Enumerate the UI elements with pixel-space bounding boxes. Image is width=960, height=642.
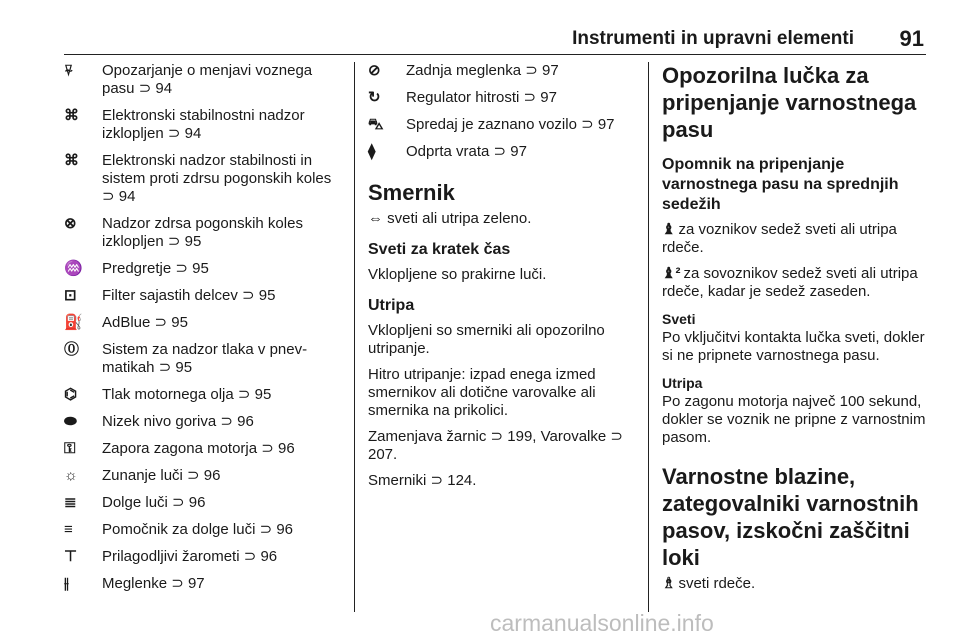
item-text: Nadzor zdrsa pogonskih koles izklopljen ⊃ 95 <box>102 215 303 250</box>
subheading: Opomnik na pripenjanje varnostnega pasu na sprednjih sedežih <box>662 156 899 213</box>
list-item <box>64 494 342 512</box>
column-3 <box>662 62 930 601</box>
list-item <box>368 143 634 161</box>
item-text: Elektronski stabilnostni nadzor izklopljen ⊃ 94 <box>102 107 305 142</box>
item-text: Filter sajastih delcev ⊃ 95 <box>102 287 276 304</box>
subheading: Sveti <box>662 311 696 327</box>
item-text: Prilagodljivi žarometi ⊃ 96 <box>102 548 278 565</box>
list-item <box>64 314 342 332</box>
subheading: Utripa <box>662 375 703 391</box>
item-text: AdBlue ⊃ 95 <box>102 314 188 331</box>
item-text: Tlak motornega olja ⊃ 95 <box>102 386 272 403</box>
indicator-icon: ⛍ <box>368 116 384 133</box>
indicator-list <box>368 62 634 161</box>
indicator-icon: ↻ <box>368 89 381 106</box>
list-item <box>368 62 634 80</box>
column-divider <box>354 62 355 612</box>
page-number: 91 <box>899 26 924 51</box>
paragraph: ♝² za sovoznikov sedež sveti ali utripa rdeče, kadar je sedež zaseden. <box>662 265 918 300</box>
paragraph: ♗ sveti rdeče. <box>662 575 756 592</box>
paragraph: Po vključitvi kontakta lučka sveti, dokler si ne pripnete varnostnega pasu. <box>662 329 925 364</box>
subheading: Sveti za kratek čas <box>368 241 511 258</box>
list-item <box>64 107 342 143</box>
column-1 <box>64 62 342 602</box>
indicator-list <box>64 62 342 593</box>
paragraph: Vklopljeni so smerniki ali opozorilno utripanje. <box>368 322 605 357</box>
paragraph: Zamenjava žarnic ⊃ 199, Varovalke ⊃ 207. <box>368 428 623 463</box>
indicator-icon: ⊤ <box>64 548 78 565</box>
watermark: carmanualsonline.info <box>490 610 714 636</box>
item-text: Zapora zagona motorja ⊃ 96 <box>102 440 295 457</box>
list-item <box>64 440 342 458</box>
list-item <box>64 287 342 305</box>
seatbelt-passenger-icon: ♝² <box>662 265 681 282</box>
item-text: Nizek nivo goriva ⊃ 96 <box>102 413 254 430</box>
item-text: Regulator hitrosti ⊃ 97 <box>406 89 557 106</box>
page-header <box>64 22 926 55</box>
list-item <box>64 260 342 278</box>
indicator-icon: ⬬ <box>64 413 77 430</box>
list-item <box>64 575 342 593</box>
paragraph: ♝ za voznikov sedež sveti ali utripa rdeče. <box>662 221 897 256</box>
item-text: Elektronski nadzor stabilnosti in sistem proti zdrsu pogonskih koles ⊃ 94 <box>102 152 332 205</box>
indicator-icon: ⊡ <box>64 287 77 304</box>
indicator-icon: ⌬ <box>64 386 78 403</box>
indicator-icon: ⛽ <box>64 314 83 331</box>
item-text: Zunanje luči ⊃ 96 <box>102 467 221 484</box>
seatbelt-icon: ♝ <box>662 221 676 238</box>
column-divider <box>648 62 649 612</box>
list-item <box>368 116 634 134</box>
item-text: Zadnja meglenka ⊃ 97 <box>406 62 559 79</box>
paragraph: ⇔ sveti ali utripa zeleno. <box>368 210 532 227</box>
item-text: Dolge luči ⊃ 96 <box>102 494 206 511</box>
list-item <box>64 386 342 404</box>
indicator-icon: ⊗ <box>64 215 77 232</box>
paragraph: Hitro utripanje: izpad enega izmed smernikov ali dotične varovalke ali smernika na prikolici. <box>368 366 596 419</box>
page-title: Instrumenti in upravni elementi <box>572 28 854 49</box>
indicator-icon: ≡ <box>64 521 73 538</box>
list-item <box>64 152 342 206</box>
list-item <box>64 548 342 566</box>
column-2 <box>368 62 634 498</box>
indicator-icon: ♒ <box>64 260 83 277</box>
paragraph: Smerniki ⊃ 124. <box>368 472 477 489</box>
subheading: Utripa <box>368 297 415 314</box>
list-item <box>64 521 342 539</box>
list-item <box>64 341 342 377</box>
item-text: Pomočnik za dolge luči ⊃ 96 <box>102 521 294 538</box>
indicator-icon: ☼ <box>64 467 78 484</box>
list-item <box>368 89 634 107</box>
paragraph: Vklopljene so prakirne luči. <box>368 266 547 283</box>
indicator-icon: ⧫ <box>368 143 376 160</box>
list-item <box>64 215 342 251</box>
item-text: Odprta vrata ⊃ 97 <box>406 143 527 160</box>
item-text: Meglenke ⊃ 97 <box>102 575 205 592</box>
heading-smernik: Smernik <box>368 180 455 205</box>
item-text: Opozarjanje o menjavi voznega pasu ⊃ 94 <box>102 62 313 97</box>
indicator-icon: ⌘ <box>64 107 79 124</box>
item-text: Predgretje ⊃ 95 <box>102 260 209 277</box>
heading-airbag: Varnostne blazine, zategovalniki varnostnih pasov, izskočni zaščitni loki <box>662 464 919 570</box>
indicator-icon: ⍫ <box>64 62 74 79</box>
paragraph: Po zagonu motorja največ 100 sekund, dokler se voznik ne pripne z varnostnim pasom. <box>662 393 926 446</box>
list-item <box>64 467 342 485</box>
item-text: Sistem za nadzor tlaka v pnev-matikah ⊃ 95 <box>102 341 308 376</box>
indicator-icon: ⊘ <box>368 62 381 79</box>
airbag-icon: ♗ <box>662 575 676 592</box>
indicator-icon: ⚿ <box>64 440 76 457</box>
indicator-icon: ⓪ <box>64 341 80 358</box>
heading-seatbelt: Opozorilna lučka za pripenjanje varnostnega pasu <box>662 63 917 142</box>
indicator-icon: ⫲ <box>64 575 69 592</box>
indicator-icon: ≣ <box>64 494 77 511</box>
item-text: Spredaj je zaznano vozilo ⊃ 97 <box>406 116 615 133</box>
list-item <box>64 413 342 431</box>
list-item <box>64 62 342 98</box>
indicator-icon: ⌘ <box>64 152 79 169</box>
